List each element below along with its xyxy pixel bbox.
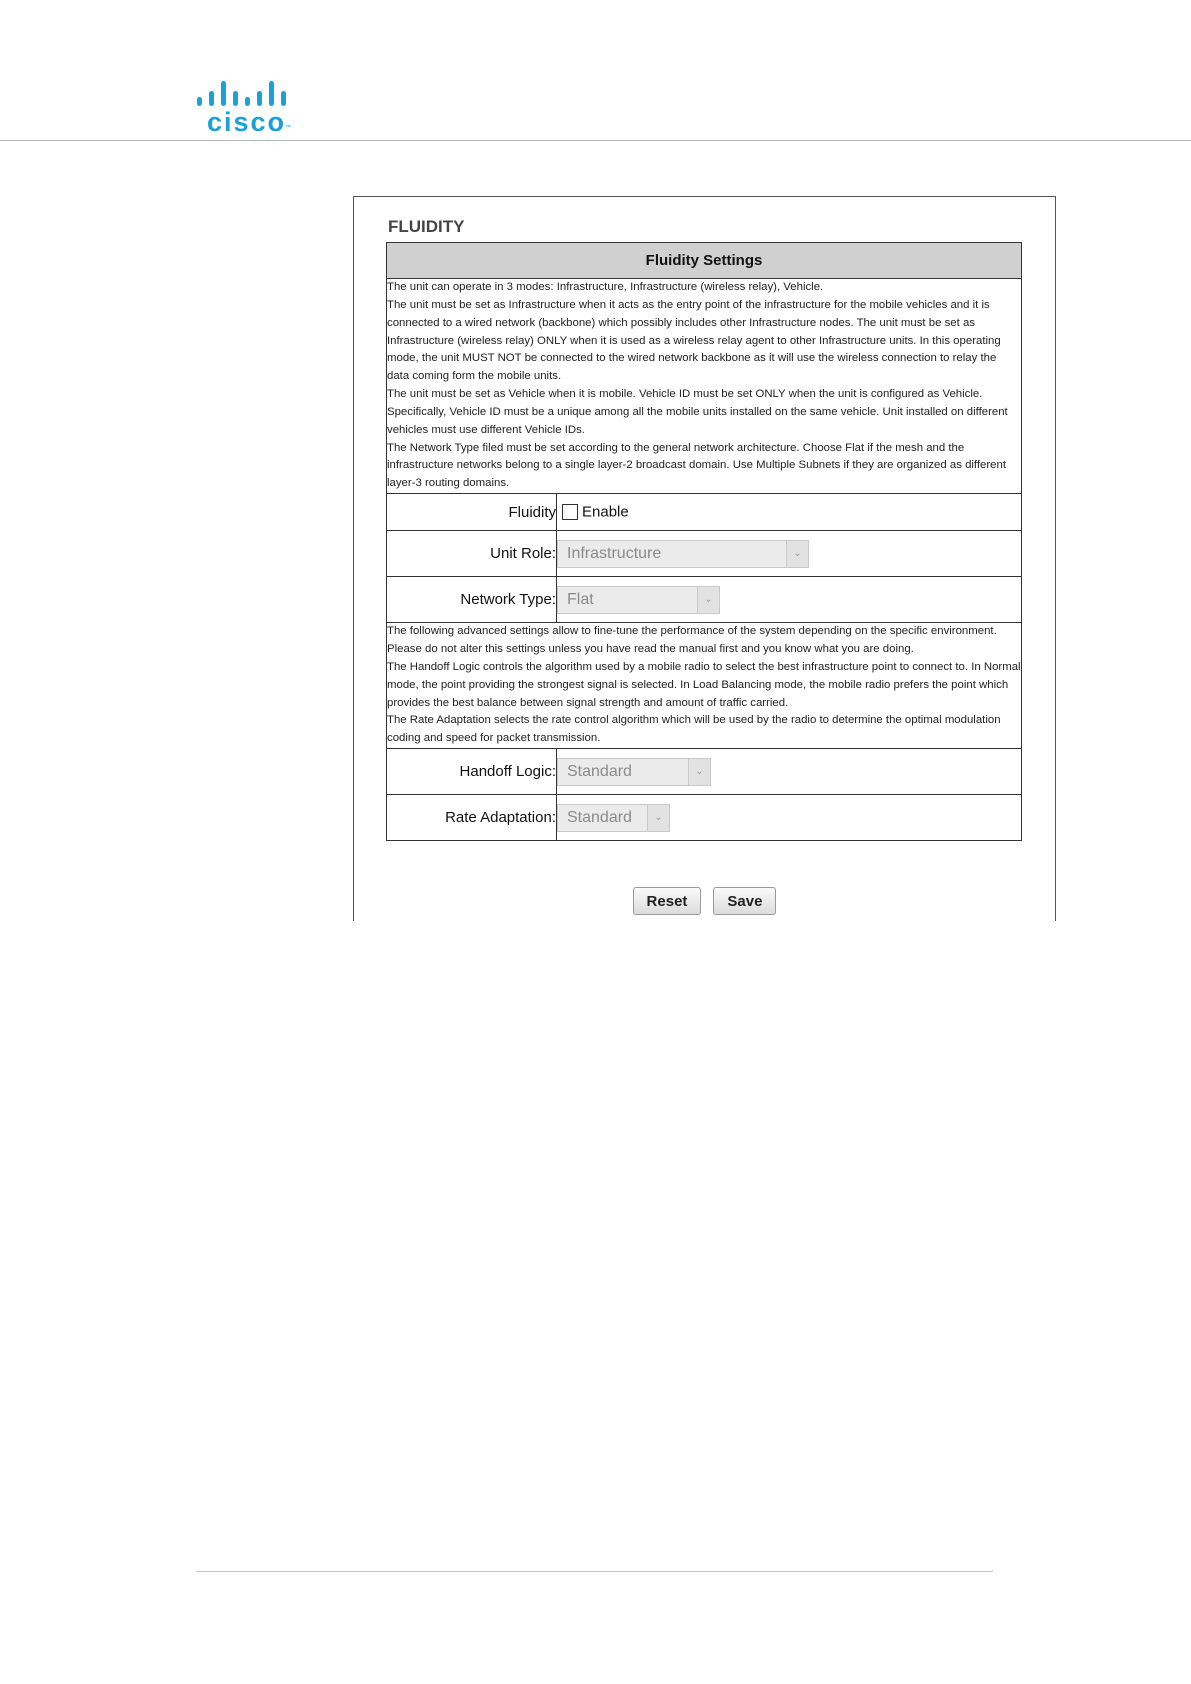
intro-paragraph: The unit must be set as Vehicle when it is mobile. Vehicle ID must be set ONLY when the unit is configured as Vehicle. Specifically, Vehicle ID must be a unique among all the mobile units installed on the same vehicle. Unit installed on different vehicles must use different Vehicle IDs. xyxy=(387,388,1008,436)
fluidity-enable-checkbox[interactable] xyxy=(562,504,578,520)
page-title: FLUIDITY xyxy=(388,217,465,236)
intro-paragraph: The unit can operate in 3 modes: Infrastructure, Infrastructure (wireless relay), Vehicle. xyxy=(387,281,824,293)
unit-role-label: Unit Role: xyxy=(387,531,557,577)
cisco-logo-wordmark: cisco xyxy=(207,107,287,137)
table-title: Fluidity Settings xyxy=(387,243,1022,279)
rate-adaptation-select[interactable] xyxy=(557,804,670,832)
rate-adaptation-label: Rate Adaptation: xyxy=(387,795,557,841)
advanced-paragraph: The Handoff Logic controls the algorithm used by a mobile radio to select the best infrastructure point to connect to. In Normal mode, the point providing the strongest signal is selected. In Load Balancing mode, the mobile radio prefers the point which provides the best balance between signal strength and amount of traffic carried. xyxy=(387,660,1021,709)
intro-paragraph: The unit must be set as Infrastructure when it acts as the entry point of the infrastructure for the mobile vehicles and it is connected to a wired network (backbone) which possibly includes other Infrastructure nodes. The unit must be set as Infrastructure (wireless relay) ONLY when it is used as a wireless relay agent to other Infrastructure units. In this operating mode, the unit MUST NOT be connected to the wired network backbone as it will use the wireless connection to relay the data coming form the mobile units. xyxy=(387,298,1001,383)
reset-button[interactable]: Reset xyxy=(633,887,702,915)
footer-divider xyxy=(196,1571,993,1572)
chevron-down-icon: ⌄ xyxy=(688,759,710,785)
header-divider xyxy=(0,140,1191,141)
fluidity-enable-label[interactable]: Enable xyxy=(582,503,629,521)
advanced-description xyxy=(387,623,1022,749)
cisco-logo-bars xyxy=(197,80,293,106)
save-button[interactable]: Save xyxy=(713,887,776,915)
handoff-logic-select[interactable] xyxy=(557,758,711,786)
chevron-down-icon: ⌄ xyxy=(786,541,808,567)
fluidity-screenshot xyxy=(353,196,1056,921)
form-actions xyxy=(354,887,1055,915)
fluidity-settings-table xyxy=(386,242,1022,841)
network-type-value: Flat xyxy=(567,590,594,608)
advanced-paragraph: The Rate Adaptation selects the rate control algorithm which will be used by the radio to determine the optimal modulation coding and speed for packet transmission. xyxy=(387,714,1001,745)
handoff-logic-value: Standard xyxy=(567,762,632,780)
chevron-down-icon: ⌄ xyxy=(697,587,719,613)
cisco-logo: cisco ™ xyxy=(197,80,293,136)
unit-role-value: Infrastructure xyxy=(567,544,662,562)
fluidity-label: Fluidity xyxy=(387,494,557,531)
network-type-label: Network Type: xyxy=(387,577,557,623)
intro-paragraph: The Network Type filed must be set according to the general network architecture. Choose Flat if the mesh and the infrastructure networks belong to a single layer-2 broadcast domain. Use Multiple Subnets if they are organized as different layer-3 routing domains. xyxy=(387,441,1007,490)
chevron-down-icon: ⌄ xyxy=(647,805,669,831)
unit-role-select[interactable] xyxy=(557,540,809,568)
intro-description xyxy=(387,279,1022,494)
handoff-logic-label: Handoff Logic: xyxy=(387,749,557,795)
advanced-paragraph: The following advanced settings allow to fine-tune the performance of the system depending on the specific environment. Please do not alter this settings unless you have read the manual first and you know what you are doing. xyxy=(387,625,997,655)
rate-adaptation-value: Standard xyxy=(567,808,632,826)
network-type-select[interactable] xyxy=(557,586,720,614)
